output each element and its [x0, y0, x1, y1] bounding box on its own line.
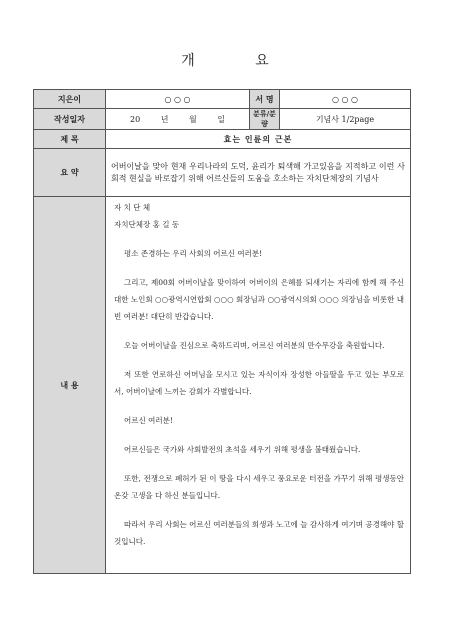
content-body[interactable] [106, 197, 411, 574]
signature-value[interactable]: ○ ○ ○ [280, 90, 411, 109]
subject-value[interactable]: 효는 인륜의 근본 [106, 130, 411, 149]
content-paragraph: 오늘 어버이날을 진심으로 축하드리며, 어르신 여러분의 만수무강을 축원합니다. [124, 341, 385, 350]
author-label: 지은이 [34, 90, 106, 109]
content-row [34, 197, 411, 574]
content-paragraph: 그리고, 제00회 어버이날을 맞이하여 어버이의 은혜를 되새기는 자리에 함께 해 주신 대한 노인회 ○○광역시연합회 ○○○ 회장님과 ○○광역시의회 ○○○ 의장님을 비롯한 내빈 여러분! 대단히 반갑습니다. [114, 278, 404, 321]
subject-row [34, 130, 411, 149]
signature-label: 서 명 [250, 90, 280, 109]
content-header-org: 자 치 단 체 [114, 203, 151, 212]
overview-table [33, 89, 411, 574]
content-paragraph: 어르신 여러분! [124, 416, 173, 425]
content-paragraph: 저 또한 연로하신 어머님을 모시고 있는 자식이자 장성한 아들딸을 두고 있는 부모로서, 어버이날에 느끼는 감회가 각별합니다. [114, 370, 404, 396]
author-value[interactable]: ○ ○ ○ [106, 90, 250, 109]
date-value[interactable]: 20 년 월 일 [106, 109, 250, 130]
summary-row [34, 149, 411, 197]
date-label: 작성일자 [34, 109, 106, 130]
content-label: 내 용 [34, 197, 106, 574]
category-label: 분류/분량 [250, 109, 280, 130]
content-paragraph: 어르신들은 국가와 사회발전의 초석을 세우기 위해 평생을 불태웠습니다. [124, 445, 361, 454]
content-paragraph: 또한, 전쟁으로 폐허가 된 이 땅을 다시 세우고 풍요로운 터전을 가꾸기 위해 평생동안 온갖 고생을 다 하신 분들입니다. [114, 474, 404, 500]
author-row [34, 90, 411, 109]
content-paragraph: 따라서 우리 사회는 어르신 여러분들의 희생과 노고에 늘 감사하게 여기며 공경해야 할 것입니다. [114, 520, 404, 546]
content-header-author: 자치단체장 홍 길 동 [114, 220, 180, 229]
summary-label: 요 약 [34, 149, 106, 197]
category-value[interactable]: 기념사 1/2page [280, 109, 411, 130]
date-row [34, 109, 411, 130]
document-title: 개 요 [181, 53, 297, 69]
summary-value[interactable]: 어버이날을 맞아 현재 우리나라의 도덕, 윤리가 퇴색해 가고있음을 지적하고 이런 사회적 현실을 바로잡기 위해 어르신들의 도움을 호소하는 자치단체장의 기념사 [106, 149, 411, 197]
content-paragraph: 평소 존경하는 우리 사회의 어르신 여러분! [124, 249, 263, 258]
subject-label: 제 목 [34, 130, 106, 149]
